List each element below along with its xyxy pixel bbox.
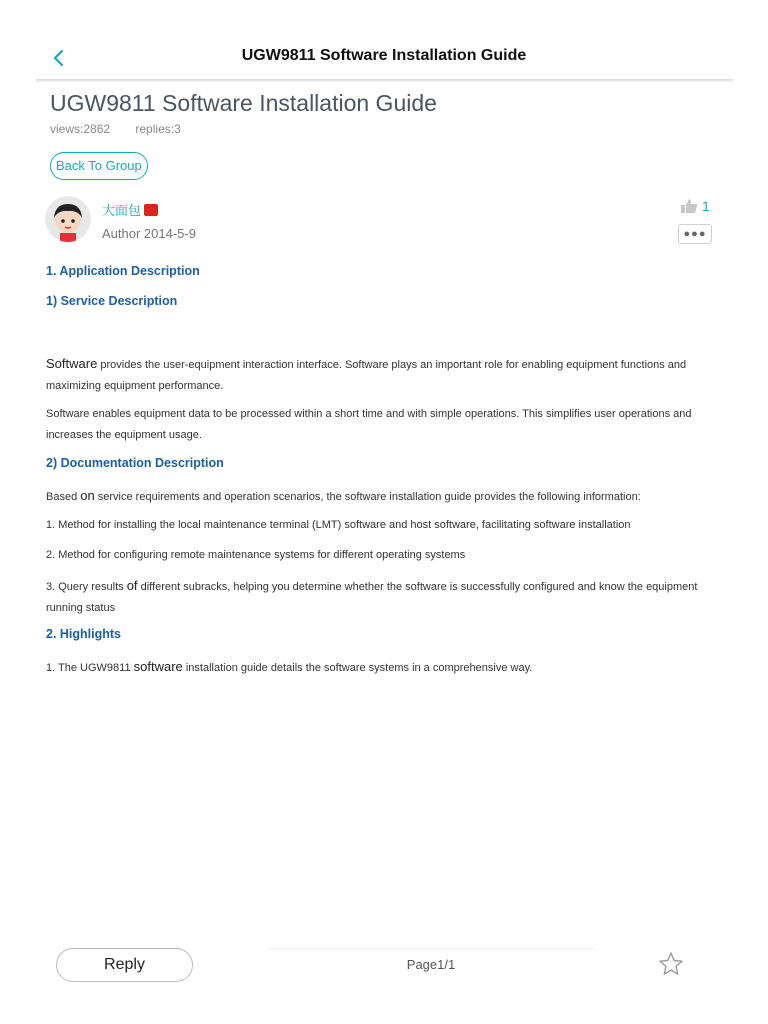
back-to-group-button[interactable]: Back To Group: [50, 152, 148, 180]
views-count: views:2862: [50, 122, 111, 136]
paragraph-text: service requirements and operation scenarios, the software installation guide provides the following information:: [94, 491, 641, 503]
paragraph-software-enables: Software enables equipment data to be processed within a short time and with simple operations. This simplifies user operations and increases the equipment usage.: [46, 408, 692, 441]
more-options-button[interactable]: [678, 224, 712, 244]
paragraph-emphasis: on: [80, 488, 95, 503]
paragraph-emphasis: software: [133, 659, 183, 674]
replies-count: replies:3: [135, 122, 181, 136]
paragraph-text: provides the user-equipment interaction interface. Software plays an important role for enabling equipment functions and maximizing equipment performance.: [46, 359, 687, 392]
author-name-text[interactable]: 大面包: [102, 203, 142, 218]
list-item-1: 1. Method for installing the local maintenance terminal (LMT) software and host software, facilitating software installation: [46, 519, 631, 531]
paragraph-text: Based: [46, 491, 81, 503]
paragraph-based-on: [46, 485, 641, 508]
post-meta: [50, 122, 181, 136]
star-icon[interactable]: [658, 951, 684, 977]
highlight-item-1: [46, 656, 532, 679]
paragraph-emphasis: of: [126, 578, 138, 593]
page-indicator[interactable]: Page1/1: [264, 948, 598, 981]
bottom-bar: [0, 940, 768, 1000]
huawei-badge-icon: [144, 204, 158, 216]
author-name[interactable]: [102, 200, 158, 219]
paragraph-lead-word: Software: [46, 356, 98, 371]
list-item-2: 2. Method for configuring remote maintenance systems for different operating systems: [46, 549, 466, 561]
thumbs-up-icon: [680, 198, 698, 214]
heading-documentation-description: 2) Documentation Description: [46, 456, 224, 470]
top-bar: [0, 0, 768, 80]
author-role-date: Author 2014-5-9: [102, 226, 196, 241]
avatar[interactable]: [45, 196, 91, 242]
paragraph-text: 3. Query results: [46, 581, 127, 593]
paragraph-text: 1. The UGW9811: [46, 662, 134, 674]
top-bar-divider: [36, 79, 733, 82]
like-count: 1: [702, 198, 710, 214]
like-button[interactable]: [680, 198, 710, 214]
list-item-3: [46, 575, 726, 619]
heading-service-description: 1) Service Description: [46, 294, 178, 308]
heading-highlights: 2. Highlights: [46, 627, 121, 641]
post-title: UGW9811 Software Installation Guide: [50, 90, 437, 116]
paragraph-software-intro: [46, 353, 726, 397]
paragraph-text: installation guide details the software systems in a comprehensive way.: [182, 662, 533, 674]
more-dots-icon: ●●●: [683, 228, 707, 240]
top-bar-title: UGW9811 Software Installation Guide: [241, 47, 527, 64]
reply-button[interactable]: Reply: [56, 948, 193, 982]
paragraph-text: different subracks, helping you determine whether the software is successfully configured and know the equipment running status: [46, 581, 698, 614]
heading-application-description: 1. Application Description: [46, 264, 200, 278]
